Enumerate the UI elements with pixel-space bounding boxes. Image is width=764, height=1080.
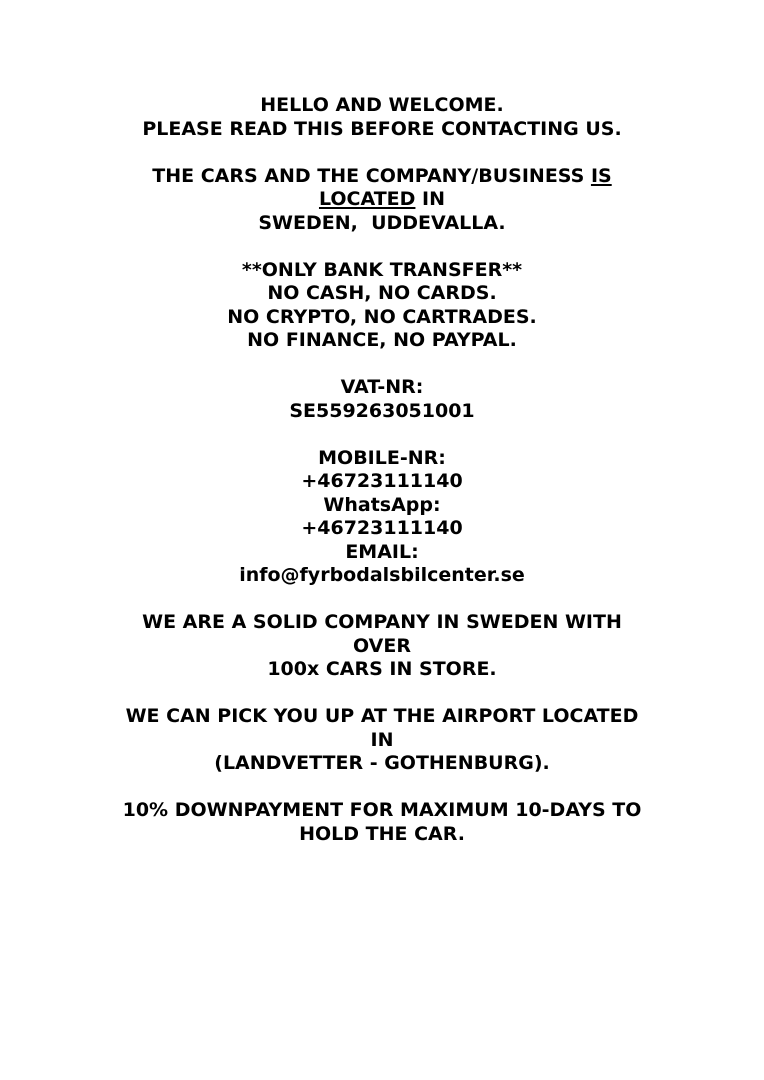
mobile-label: MOBILE-NR: bbox=[318, 446, 446, 469]
location-text-in: IN bbox=[415, 188, 446, 210]
location-city: SWEDEN, UDDEVALLA. bbox=[258, 211, 506, 234]
airport-block bbox=[0, 705, 764, 776]
company-block bbox=[0, 611, 764, 682]
company-line-2: OVER bbox=[353, 634, 411, 657]
location-line-2 bbox=[0, 188, 764, 212]
location-text: THE CARS AND THE COMPANY/BUSINESS bbox=[152, 164, 591, 187]
payment-heading: **ONLY BANK TRANSFER** bbox=[241, 258, 523, 281]
airport-line-1: WE CAN PICK YOU UP AT THE AIRPORT LOCATED bbox=[125, 705, 639, 727]
location-underlined-located: LOCATED bbox=[318, 188, 416, 210]
intro-instruction: PLEASE READ THIS BEFORE CONTACTING US. bbox=[142, 117, 622, 140]
contact-block bbox=[0, 447, 764, 588]
location-line-1 bbox=[0, 165, 764, 189]
downpayment-line-1: 10% DOWNPAYMENT FOR MAXIMUM 10-DAYS TO bbox=[122, 799, 642, 821]
email-address: info@fyrbodalsbilcenter.se bbox=[239, 564, 525, 586]
whatsapp-label: WhatsApp: bbox=[323, 493, 441, 516]
company-line-1: WE ARE A SOLID COMPANY IN SWEDEN WITH bbox=[142, 611, 622, 633]
downpayment-block bbox=[0, 799, 764, 846]
location-underlined-is: IS bbox=[590, 164, 612, 187]
location-block bbox=[0, 165, 764, 236]
payment-line-3: NO CRYPTO, NO CARTRADES. bbox=[227, 305, 537, 328]
downpayment-line-2: HOLD THE CAR. bbox=[299, 822, 465, 845]
vat-value: SE559263051001 bbox=[289, 399, 475, 422]
payment-line-4: NO FINANCE, NO PAYPAL. bbox=[247, 329, 517, 351]
intro-heading: HELLO AND WELCOME. bbox=[260, 94, 504, 116]
airport-line-3: (LANDVETTER - GOTHENBURG). bbox=[214, 752, 550, 774]
email-label: EMAIL: bbox=[345, 540, 419, 563]
payment-block bbox=[0, 259, 764, 353]
mobile-number: +46723111140 bbox=[301, 470, 463, 492]
document-page bbox=[0, 94, 764, 870]
intro-block bbox=[0, 94, 764, 141]
airport-line-2: IN bbox=[370, 728, 394, 751]
payment-line-2: NO CASH, NO CARDS. bbox=[267, 282, 497, 304]
vat-label: VAT-NR: bbox=[340, 376, 424, 398]
vat-block bbox=[0, 376, 764, 423]
company-line-3: 100x CARS IN STORE. bbox=[267, 658, 497, 680]
whatsapp-number: +46723111140 bbox=[301, 517, 463, 539]
